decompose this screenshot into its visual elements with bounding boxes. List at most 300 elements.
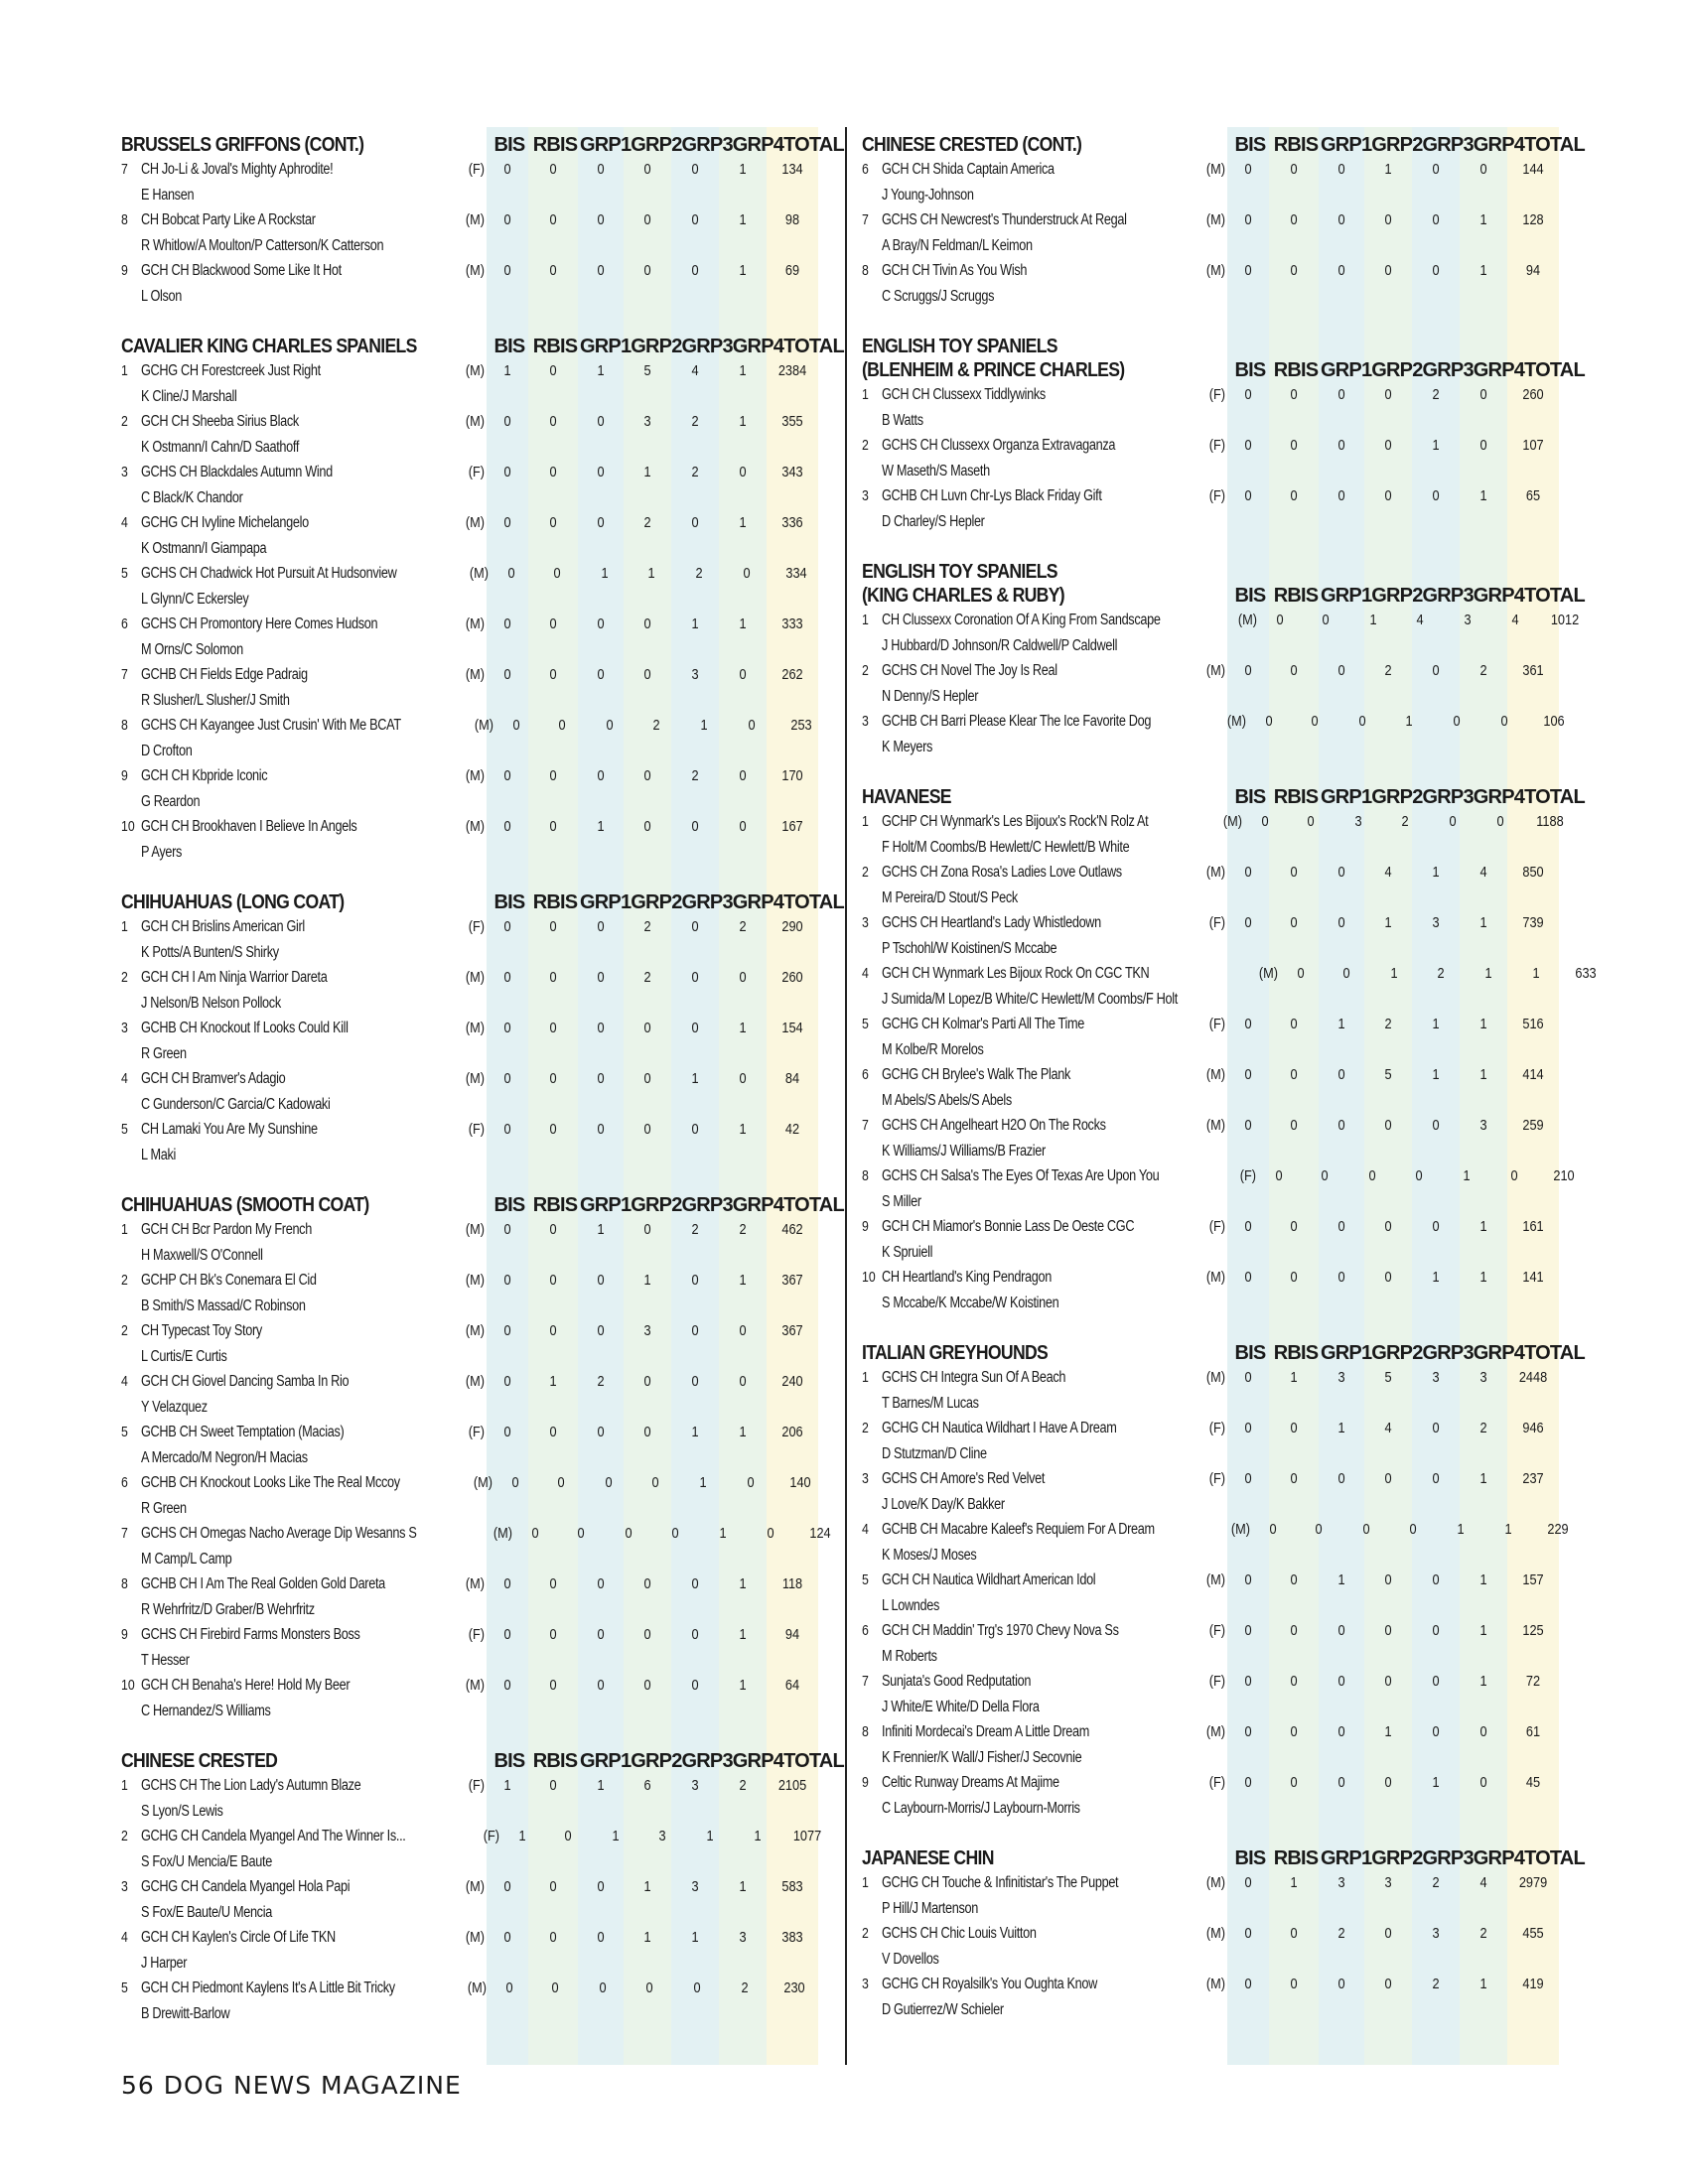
spacer: [485, 510, 487, 561]
value-total: 237: [1522, 1470, 1544, 1487]
value-total: 210: [1553, 1167, 1575, 1184]
value-g1: 0: [597, 1677, 605, 1694]
sex: (F): [1208, 1218, 1225, 1235]
value-g3: 0: [691, 818, 699, 835]
column-header-total: TOTAL: [1524, 786, 1585, 808]
value-g3: 0: [1432, 1723, 1440, 1740]
value-g2: 0: [643, 615, 651, 632]
table-row: [862, 1870, 1569, 1921]
value-total: 361: [1522, 662, 1544, 679]
value-g2: 0: [643, 1677, 651, 1694]
value-g1: 0: [1337, 1723, 1345, 1740]
dog-name: GCHS CH Kayangee Just Crusin' With Me BCAT: [141, 717, 401, 734]
column-header-g3: GRP3: [681, 891, 733, 913]
value-total: 355: [781, 413, 803, 430]
dog-entry: [141, 358, 449, 409]
owner-names: K Ostmann/I Giampapa: [141, 539, 267, 557]
value-g2: 4: [1384, 864, 1392, 881]
column-header-total: TOTAL: [1524, 1342, 1585, 1364]
value-bis: 0: [503, 1121, 511, 1138]
table-row: [121, 561, 826, 612]
sex: (M): [1238, 612, 1258, 628]
dog-entry: [141, 1925, 449, 1976]
rank: 2: [121, 969, 128, 986]
spacer: [512, 1521, 514, 1571]
sex: (M): [467, 1979, 487, 1996]
sex: (M): [1226, 713, 1246, 730]
value-rbis: 0: [1290, 1673, 1298, 1690]
value-g1: 1: [1337, 1420, 1345, 1436]
value-g2: 0: [1384, 1925, 1392, 1942]
sex: (F): [468, 1121, 485, 1138]
owner-names: K Ostmann/I Cahn/D Saathoff: [141, 438, 300, 456]
dog-entry: [882, 1062, 1190, 1113]
rank: 9: [121, 1626, 128, 1643]
breed-section: [121, 1187, 844, 1723]
value-total: 230: [783, 1979, 805, 1996]
value-bis: 0: [503, 413, 511, 430]
sex: (M): [465, 1322, 485, 1339]
value-g2: 0: [1384, 1470, 1392, 1487]
value-total: 64: [784, 1677, 800, 1694]
value-rbis: 0: [549, 464, 557, 480]
column-header-g1: GRP1: [580, 336, 632, 357]
sex: (M): [465, 767, 485, 784]
value-g2: 5: [1384, 1066, 1392, 1083]
value-total: 1077: [792, 1828, 822, 1844]
owner-names: D Stutzman/D Cline: [882, 1444, 987, 1462]
section-title: [121, 133, 435, 157]
value-g1: 0: [597, 1020, 605, 1036]
section-title-line: HAVANESE: [862, 785, 951, 808]
owner-names: B Drewitt-Barlow: [141, 2004, 230, 2022]
column-header-rbis: RBIS: [1273, 134, 1319, 156]
value-g1: 2: [1337, 1925, 1345, 1942]
value-rbis: 0: [1322, 612, 1330, 628]
sex: (F): [468, 1777, 485, 1794]
dog-name: Celtic Runway Dreams At Majime: [882, 1774, 1059, 1791]
table-row: [862, 1265, 1569, 1315]
value-bis: 0: [1244, 487, 1252, 504]
value-g3: 1: [1457, 1521, 1465, 1538]
value-bis: 0: [503, 1677, 511, 1694]
value-total: 65: [1525, 487, 1541, 504]
value-g4: 0: [1500, 713, 1508, 730]
value-g2: 2: [643, 918, 651, 935]
value-g4: 1: [1479, 1571, 1487, 1588]
value-g1: 0: [1337, 1218, 1345, 1235]
dog-entry: [882, 1416, 1190, 1466]
dog-entry: [141, 713, 458, 763]
dog-entry: [141, 1773, 449, 1824]
value-g1: 0: [597, 464, 605, 480]
value-g3: 0: [691, 514, 699, 531]
value-bis: 0: [531, 1525, 539, 1542]
value-g1: 1: [1369, 612, 1377, 628]
rank: 8: [121, 1575, 128, 1592]
value-g3: 0: [1432, 1218, 1440, 1235]
table-row: [862, 1113, 1569, 1163]
value-g2: 0: [1384, 386, 1392, 403]
value-g1: 0: [1337, 662, 1345, 679]
value-g1: 0: [1337, 211, 1345, 228]
value-total: 260: [1522, 386, 1544, 403]
value-rbis: 1: [549, 1373, 557, 1390]
column-header-g1: GRP1: [580, 1194, 632, 1216]
column-header-bis: BIS: [493, 891, 525, 913]
dog-entry: [141, 965, 449, 1016]
table-row: [121, 1318, 826, 1369]
column-header-g4: GRP4: [1473, 585, 1525, 607]
value-bis: 0: [503, 1626, 511, 1643]
column-header-g4: GRP4: [1473, 1847, 1525, 1869]
owner-names: J Love/K Day/K Bakker: [882, 1495, 1005, 1513]
owner-names: C Hernandez/S Williams: [141, 1702, 271, 1719]
value-g1: 3: [1337, 1874, 1345, 1891]
value-g3: 0: [691, 918, 699, 935]
breed-section: [121, 329, 844, 865]
sex: (M): [1205, 1723, 1225, 1740]
spacer: [485, 1369, 487, 1420]
column-header-g1: GRP1: [580, 1750, 632, 1772]
value-g3: 0: [693, 1979, 701, 1996]
owner-names: S Fox/U Mencia/E Baute: [141, 1852, 272, 1870]
value-g1: 2: [597, 1373, 605, 1390]
dog-entry: [882, 382, 1190, 433]
value-g4: 1: [739, 1272, 747, 1289]
owner-names: C Black/K Chandor: [141, 488, 243, 506]
value-rbis: 0: [549, 514, 557, 531]
column-header-bis: BIS: [1234, 359, 1266, 381]
value-bis: 0: [1244, 1016, 1252, 1032]
sex: (M): [465, 1373, 485, 1390]
rank: 3: [862, 1976, 869, 1992]
sex: (M): [465, 666, 485, 683]
value-g2: 1: [643, 1929, 651, 1946]
column-header-g2: GRP2: [1371, 134, 1423, 156]
value-bis: 0: [503, 666, 511, 683]
dog-entry: [141, 1066, 449, 1117]
section-title: [862, 335, 1176, 382]
column-header-g2: GRP2: [631, 1194, 682, 1216]
value-g4: 1: [739, 1424, 747, 1440]
value-g2: 1: [1384, 161, 1392, 178]
section-title-line: CHINESE CRESTED (CONT.): [862, 133, 1082, 156]
dog-entry: [882, 709, 1210, 759]
sex: (M): [465, 1677, 485, 1694]
column-header-rbis: RBIS: [1273, 1342, 1319, 1364]
table-row: [121, 1420, 826, 1470]
owner-names: J Young-Johnson: [882, 186, 974, 204]
owner-names: K Meyers: [882, 738, 933, 755]
dog-entry: [882, 910, 1190, 961]
spacer: [1225, 1870, 1227, 1921]
value-rbis: 0: [549, 1121, 557, 1138]
sex: (M): [1205, 1066, 1225, 1083]
sex: (F): [1208, 386, 1225, 403]
dog-name: GCHS CH Firebird Farms Monsters Boss: [141, 1626, 360, 1643]
value-bis: 0: [1244, 1622, 1252, 1639]
sex: (M): [465, 615, 485, 632]
value-g2: 2: [1384, 1016, 1392, 1032]
owner-names: S Fox/E Baute/U Mencia: [141, 1903, 272, 1921]
table-row: [862, 1972, 1569, 2022]
owner-names: L Olson: [141, 287, 183, 305]
owner-names: R Green: [141, 1499, 187, 1517]
owner-names: H Maxwell/S O'Connell: [141, 1246, 263, 1264]
value-g3: 2: [691, 767, 699, 784]
owner-names: A Bray/N Feldman/L Keimon: [882, 236, 1033, 254]
rank: 7: [862, 1673, 869, 1690]
table-row: [121, 157, 826, 207]
value-g2: 0: [645, 1979, 653, 1996]
value-total: 154: [781, 1020, 803, 1036]
dog-name: GCHS CH Omegas Nacho Average Dip Wesanns S: [141, 1525, 417, 1542]
value-rbis: 0: [1290, 1470, 1298, 1487]
value-bis: 0: [503, 1221, 511, 1238]
value-g3: 1: [1432, 1066, 1440, 1083]
sex: (M): [1205, 161, 1225, 178]
table-row: [121, 1874, 826, 1925]
value-g2: 4: [1384, 1420, 1392, 1436]
value-g3: 1: [691, 1424, 699, 1440]
value-total: 206: [781, 1424, 803, 1440]
column-header-g3: GRP3: [1422, 786, 1474, 808]
dog-name: GCHS CH Chic Louis Vuitton: [882, 1925, 1037, 1942]
section-title: [121, 1749, 435, 1773]
sex: (M): [465, 211, 485, 228]
value-bis: 0: [503, 1424, 511, 1440]
value-g1: 3: [1354, 813, 1362, 830]
value-g4: 0: [767, 1525, 774, 1542]
dog-entry: [882, 1669, 1190, 1719]
left-column: [121, 127, 844, 2046]
spacer: [485, 1066, 487, 1117]
table-row: [121, 1117, 826, 1167]
value-rbis: 0: [549, 211, 557, 228]
value-rbis: 0: [1290, 1774, 1298, 1791]
value-rbis: 0: [549, 262, 557, 279]
value-rbis: 0: [549, 1272, 557, 1289]
value-g4: 1: [739, 514, 747, 531]
table-row: [862, 1214, 1569, 1265]
dog-name: GCHG CH Royalsilk's You Oughta Know: [882, 1976, 1098, 1992]
value-g3: 0: [691, 161, 699, 178]
value-g4: 1: [1479, 1066, 1487, 1083]
value-bis: 0: [503, 464, 511, 480]
value-g4: 4: [1479, 1874, 1487, 1891]
table-row: [862, 1568, 1569, 1618]
value-g2: 0: [1415, 1167, 1423, 1184]
dog-entry: [141, 1874, 449, 1925]
value-bis: 0: [1269, 1521, 1277, 1538]
table-row: [121, 814, 826, 865]
value-g2: 0: [643, 262, 651, 279]
column-header-g2: GRP2: [631, 336, 682, 357]
value-g1: 0: [625, 1525, 633, 1542]
value-rbis: 0: [549, 615, 557, 632]
column-header-g3: GRP3: [681, 336, 733, 357]
column-header-g1: GRP1: [580, 891, 632, 913]
owner-names: P Tschohl/W Koistinen/S Mccabe: [882, 939, 1057, 957]
value-total: 2384: [777, 362, 807, 379]
value-bis: 0: [1244, 161, 1252, 178]
spacer: [1225, 1214, 1227, 1265]
owner-names: M Camp/L Camp: [141, 1550, 232, 1568]
dog-name: GCHB CH Macabre Kaleef's Requiem For A Dream: [882, 1521, 1155, 1538]
table-row: [121, 713, 826, 763]
value-g3: 2: [1432, 1976, 1440, 1992]
column-divider: [845, 127, 847, 2065]
dog-name: GCHG CH Kolmar's Parti All The Time: [882, 1016, 1085, 1032]
value-total: 61: [1525, 1723, 1541, 1740]
dog-name: GCH CH Blackwood Some Like It Hot: [141, 262, 342, 279]
owner-names: C Scruggs/J Scruggs: [882, 287, 995, 305]
owner-names: M Kolbe/R Morelos: [882, 1040, 984, 1058]
value-g1: 0: [597, 767, 605, 784]
dog-name: GCHS CH Angelheart H2O On The Rocks: [882, 1117, 1106, 1134]
owner-names: R Whitlow/A Moulton/P Catterson/K Catterson: [141, 236, 384, 254]
value-g3: 0: [691, 262, 699, 279]
value-rbis: 0: [1290, 1925, 1298, 1942]
sex: (F): [1208, 914, 1225, 931]
breed-section: [862, 127, 1585, 309]
rank: 5: [121, 1424, 128, 1440]
owner-names: R Slusher/L Slusher/J Smith: [141, 691, 290, 709]
value-rbis: 0: [1290, 914, 1298, 931]
rank: 2: [121, 1828, 128, 1844]
dog-entry: [882, 1770, 1190, 1821]
sex: (M): [1205, 1925, 1225, 1942]
value-g2: 0: [643, 161, 651, 178]
value-bis: 0: [1244, 1925, 1252, 1942]
column-header-g2: GRP2: [631, 134, 682, 156]
table-row: [862, 433, 1569, 483]
value-bis: 0: [1244, 914, 1252, 931]
owner-names: Y Velazquez: [141, 1398, 208, 1416]
value-g1: 1: [597, 362, 605, 379]
value-g2: 2: [643, 969, 651, 986]
value-g3: 3: [1432, 1925, 1440, 1942]
value-bis: 0: [503, 1322, 511, 1339]
value-g2: 3: [643, 1322, 651, 1339]
spacer: [1225, 1770, 1227, 1821]
value-g4: 2: [739, 1221, 747, 1238]
value-g4: 3: [1479, 1369, 1487, 1386]
spacer: [485, 662, 487, 713]
value-total: 170: [781, 767, 803, 784]
sex: (M): [465, 818, 485, 835]
rank: 1: [121, 1221, 128, 1238]
value-g4: 1: [739, 413, 747, 430]
dog-name: GCHP CH Bk's Conemara El Cid: [141, 1272, 317, 1289]
section-title-line: CHIHUAHUAS (SMOOTH COAT): [121, 1193, 369, 1216]
rank: 1: [121, 918, 128, 935]
sex: (M): [469, 565, 489, 582]
value-g1: 0: [597, 1121, 605, 1138]
value-g3: 0: [1432, 1622, 1440, 1639]
dog-entry: [141, 157, 449, 207]
dog-name: GCH CH Brookhaven I Believe In Angels: [141, 818, 357, 835]
breed-section: [862, 554, 1585, 759]
value-bis: 1: [503, 362, 511, 379]
sex: (M): [465, 362, 485, 379]
section-title: [121, 890, 435, 914]
value-bis: 0: [503, 767, 511, 784]
owner-names: K Moses/J Moses: [882, 1546, 977, 1564]
value-g3: 1: [1484, 965, 1492, 982]
table-row: [121, 358, 826, 409]
owner-names: K Potts/A Bunten/S Shirky: [141, 943, 279, 961]
dog-entry: [882, 961, 1242, 1012]
rank: 8: [862, 262, 869, 279]
owner-names: K Frennier/K Wall/J Fisher/J Secovnie: [882, 1748, 1082, 1766]
dog-name: GCH CH Miamor's Bonnie Lass De Oeste CGC: [882, 1218, 1135, 1235]
dog-name: CH Typecast Toy Story: [141, 1322, 262, 1339]
value-bis: 0: [1244, 1673, 1252, 1690]
value-g2: 2: [1437, 965, 1445, 982]
table-row: [862, 961, 1597, 1012]
right-column: [862, 127, 1597, 2042]
column-header-g1: GRP1: [1321, 585, 1372, 607]
value-g3: 0: [691, 1373, 699, 1390]
dog-name: GCHS CH Zona Rosa's Ladies Love Outlaws: [882, 864, 1122, 881]
value-total: 633: [1575, 965, 1597, 982]
section-title: [862, 560, 1176, 608]
table-row: [121, 1571, 826, 1622]
owner-names: L Glynn/C Eckersley: [141, 590, 249, 608]
value-g1: 0: [597, 1424, 605, 1440]
column-header-g3: GRP3: [1422, 134, 1474, 156]
dog-name: Infiniti Mordecai's Dream A Little Dream: [882, 1723, 1089, 1740]
spacer: [1250, 1517, 1252, 1568]
value-total: 84: [784, 1070, 800, 1087]
value-g4: 2: [739, 1777, 747, 1794]
dog-entry: [141, 1470, 457, 1521]
rank: 9: [121, 262, 128, 279]
rank: 4: [121, 514, 128, 531]
table-row: [862, 1163, 1575, 1214]
dog-entry: [141, 763, 449, 814]
value-total: 72: [1525, 1673, 1541, 1690]
column-header-g4: GRP4: [732, 134, 784, 156]
dog-entry: [141, 1976, 451, 2026]
section-title-line: ITALIAN GREYHOUNDS: [862, 1341, 1049, 1364]
dog-entry: [882, 258, 1190, 309]
value-rbis: 0: [549, 767, 557, 784]
dog-name: GCH CH Wynmark Les Bijoux Rock On CGC TKN: [882, 965, 1150, 982]
value-g4: 3: [739, 1929, 747, 1946]
value-g2: 0: [1384, 1774, 1392, 1791]
spacer: [1225, 1265, 1227, 1315]
value-g3: 1: [1432, 1016, 1440, 1032]
table-row: [121, 763, 826, 814]
dog-entry: [141, 1673, 449, 1723]
sex: (M): [465, 413, 485, 430]
dog-entry: [141, 1268, 449, 1318]
value-rbis: 0: [557, 1474, 565, 1491]
value-total: 336: [781, 514, 803, 531]
value-g2: 0: [643, 1424, 651, 1440]
rank: 3: [121, 464, 128, 480]
sex: (F): [1208, 1420, 1225, 1436]
spacer: [1225, 1568, 1227, 1618]
dog-entry: [882, 1214, 1190, 1265]
section-title-line: BRUSSELS GRIFFONS (CONT.): [121, 133, 364, 156]
spacer: [1225, 1921, 1227, 1972]
value-g4: 0: [743, 565, 751, 582]
rank: 5: [121, 1979, 128, 1996]
